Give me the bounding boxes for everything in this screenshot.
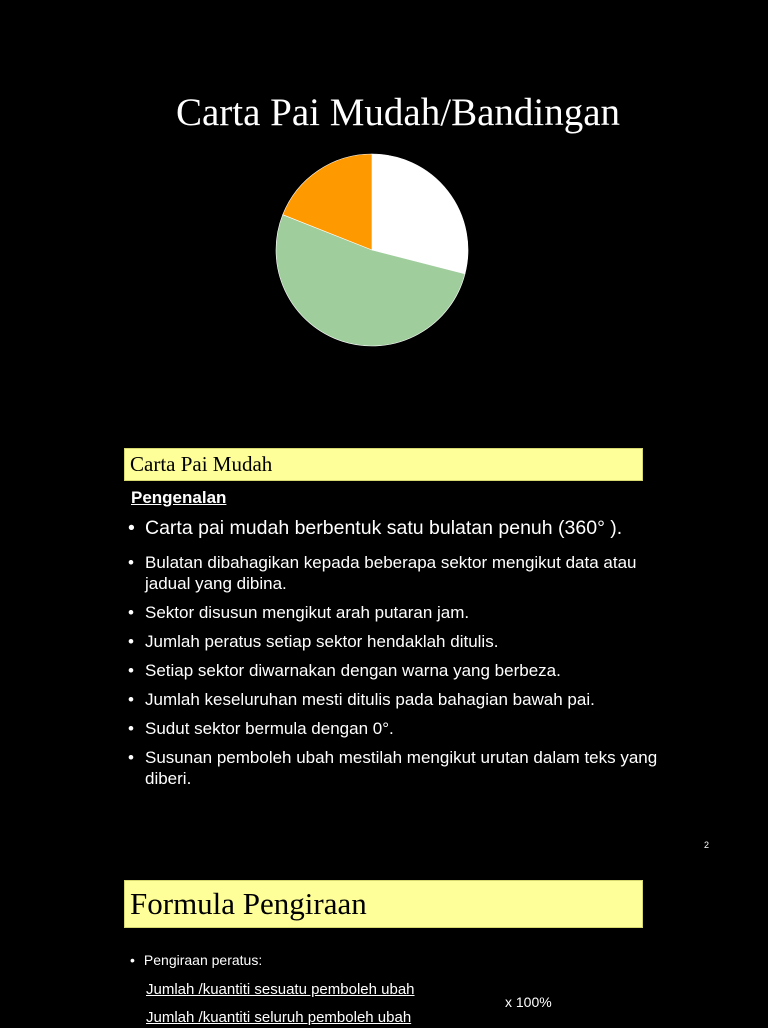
fraction-denominator: Jumlah /kuantiti seluruh pemboleh ubah [146, 1009, 412, 1026]
bullet-dot: • [130, 952, 135, 968]
pie-chart-svg [270, 146, 474, 354]
bullet-text: Bulatan dibahagikan kepada beberapa sektor mengikut data atau jadual yang dibina. [145, 553, 637, 593]
section-header-formula-pengiraan: Formula Pengiraan [124, 880, 643, 928]
bullet-text: Susunan pemboleh ubah mestilah mengikut urutan dalam teks yang diberi. [145, 748, 658, 788]
bullet-dot: • [128, 690, 134, 709]
bullet-item [128, 602, 658, 623]
pie-chart [270, 146, 474, 354]
bullet-item [128, 747, 658, 789]
bullet-text: Carta pai mudah berbentuk satu bulatan penuh (360° ). [145, 517, 623, 539]
bullet-dot: • [128, 553, 134, 572]
bullet-item [128, 516, 658, 541]
calc-label [130, 951, 262, 969]
bullet-dot: • [128, 603, 134, 622]
bullet-text: Sudut sektor bermula dengan 0°. [145, 719, 394, 738]
bullet-item [128, 689, 658, 710]
page-number: 2 [704, 840, 710, 850]
multiplier: x 100% [505, 994, 552, 1010]
section-header-carta-pai-mudah: Carta Pai Mudah [124, 448, 643, 481]
slide-title: Carta Pai Mudah/Bandingan [175, 91, 621, 134]
bullet-text: Sektor disusun mengikut arah putaran jam. [145, 603, 470, 622]
fraction-numerator: Jumlah /kuantiti sesuatu pemboleh ubah [146, 981, 415, 998]
bullet-dot: • [128, 632, 134, 651]
bullet-item [128, 660, 658, 681]
bullet-item [128, 552, 658, 594]
intro-heading: Pengenalan [131, 488, 227, 507]
bullet-dot: • [128, 517, 135, 539]
bullet-text: Jumlah keseluruhan mesti ditulis pada bahagian bawah pai. [145, 690, 595, 709]
bullet-item [128, 718, 658, 739]
calc-label-text: Pengiraan peratus: [143, 952, 263, 968]
bullet-item [128, 631, 658, 652]
bullet-text: Setiap sektor diwarnakan dengan warna yang berbeza. [145, 661, 561, 680]
bullet-text: Jumlah peratus setiap sektor hendaklah ditulis. [145, 632, 499, 651]
bullet-dot: • [128, 719, 134, 738]
bullet-dot: • [128, 661, 134, 680]
bullet-list [128, 516, 658, 797]
bullet-dot: • [128, 748, 134, 767]
